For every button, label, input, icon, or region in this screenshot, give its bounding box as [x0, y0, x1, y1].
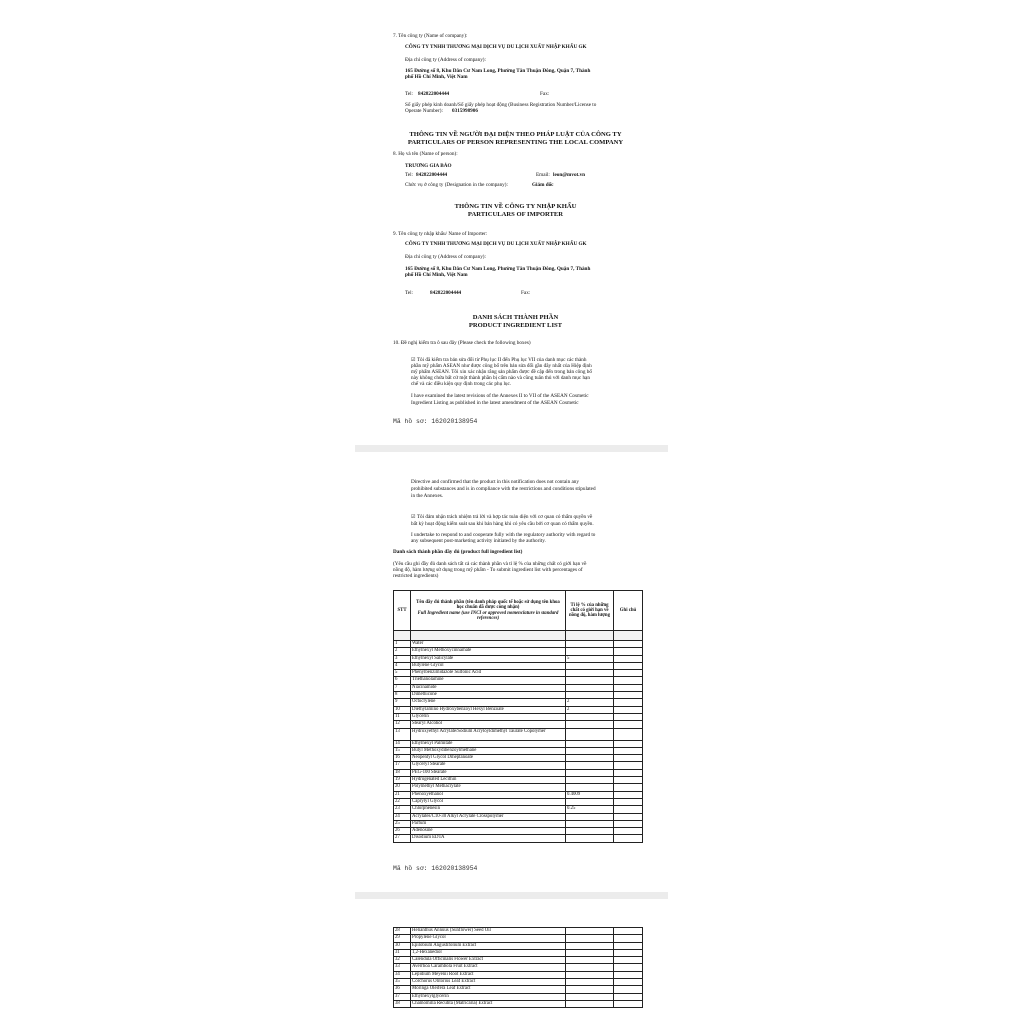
- table-row: [394, 949, 643, 956]
- row-number: 25: [394, 820, 411, 827]
- checkbox-annex-vn-3: mỹ phẩm ASEAN. Tôi xin xác nhận rằng sản phẩm được đề cập đến trong bản công bố: [411, 369, 592, 375]
- table-row: [394, 928, 643, 935]
- requirement-line-1: (Yêu cầu ghi đầy đủ danh sách tất cả các thành phần và tỉ lệ % của những chất có giới hạn về: [393, 561, 587, 567]
- continuation-line-2: prohibited substances and is in compliance with the restrictions and conditions stipulated: [411, 486, 596, 492]
- ingredient-name: Butyl Methoxydibenzoylmethane: [411, 747, 566, 754]
- page-separator: [355, 445, 668, 452]
- section-9-label: 9. Tên công ty nhập khẩu/ Name of Importer:: [393, 231, 488, 237]
- table-row: [394, 762, 643, 769]
- ingredient-name: Dimethicone: [411, 692, 566, 699]
- address-line-1: 165 Đường số 8, Khu Dân Cư Nam Long, Phường Tân Thuận Đông, Quận 7, Thành: [405, 68, 591, 74]
- row-number: 34: [394, 971, 411, 978]
- row-number: 38: [394, 1000, 411, 1007]
- column-header-stt: STT: [394, 591, 411, 631]
- row-number: 7: [394, 684, 411, 691]
- ingredient-name: Glycerin: [411, 713, 566, 720]
- requirement-line-2: nồng độ, hàm lượng sử dụng trong mỹ phẩm - To submit ingredient list with percentages of: [393, 567, 583, 573]
- ingredient-name: Triethanolamine: [411, 677, 566, 684]
- table-row: [394, 957, 643, 964]
- restricted-percent: [566, 813, 614, 820]
- ingredient-name: Ethylhexyl Methoxycinnamate: [411, 648, 566, 655]
- ingredient-name: 1,2-Hexanediol: [411, 949, 566, 956]
- note-cell: [614, 721, 643, 728]
- row-number: 14: [394, 740, 411, 747]
- ingredient-name: Chamomilla Recutita (Matricaria) Extract: [411, 1000, 566, 1007]
- table-row: [394, 935, 643, 942]
- checkbox-undertake-vn-2: bất kỳ hoạt động kiểm soát sau khi bán hàng khi có yêu cầu bởi cơ quan có thẩm quyền.: [411, 521, 594, 527]
- importer-address-2: phố Hồ Chí Minh, Việt Nam: [405, 272, 468, 278]
- note-cell: [614, 828, 643, 835]
- person-name: TRƯƠNG GIA BẢO: [405, 163, 452, 169]
- annex-en-1: I have examined the latest revisions of the Annexes II to VII of the ASEAN Cosmetic: [411, 393, 589, 399]
- person-email-label: Email:: [536, 172, 550, 178]
- table-row: [394, 699, 643, 706]
- heading-ingredient-list-en: PRODUCT INGREDIENT LIST: [468, 322, 563, 329]
- restricted-percent: [566, 662, 614, 669]
- restricted-percent: [566, 641, 614, 648]
- note-cell: [614, 677, 643, 684]
- table-row: [394, 692, 643, 699]
- row-number: 29: [394, 935, 411, 942]
- ingredient-name: Ethylhexyl Palmitate: [411, 740, 566, 747]
- restricted-percent: [566, 971, 614, 978]
- row-number: 6: [394, 677, 411, 684]
- restricted-percent: [566, 740, 614, 747]
- ingredient-name: Ethylhexyl Salicylate: [411, 655, 566, 662]
- restricted-percent: [566, 1000, 614, 1007]
- note-cell: [614, 777, 643, 784]
- row-number: 23: [394, 806, 411, 813]
- ingredient-name: Caprylyl Glycol: [411, 798, 566, 805]
- restricted-percent: [566, 784, 614, 791]
- note-cell: [614, 986, 643, 993]
- restricted-percent: [566, 964, 614, 971]
- note-cell: [614, 747, 643, 754]
- full-list-title: Danh sách thành phần đầy đủ (product full ingredient list): [393, 549, 523, 555]
- table-row: [394, 784, 643, 791]
- row-number: 1: [394, 641, 411, 648]
- ingredient-name: PEG-100 Stearate: [411, 769, 566, 776]
- section-7-label: 7. Tên công ty (Name of company):: [393, 33, 468, 39]
- ingredient-name: Chlorphenesin: [411, 806, 566, 813]
- tel-label: Tel:: [405, 91, 413, 97]
- importer-name: CÔNG TY TNHH THƯƠNG MẠI DỊCH VỤ DU LỊCH XUẤT NHẬP KHẨU GK: [405, 241, 587, 247]
- note-cell: [614, 942, 643, 949]
- table-row: [394, 684, 643, 691]
- note-cell: [614, 798, 643, 805]
- company-name: CÔNG TY TNHH THƯƠNG MẠI DỊCH VỤ DU LỊCH XUẤT NHẬP KHẨU GK: [405, 44, 587, 50]
- row-number: 20: [394, 784, 411, 791]
- restricted-percent: 0.4009: [566, 791, 614, 798]
- checkbox-annex-vn-4: này không chứa bất cứ một thành phần bị cấm nào và cũng tuân thủ với danh mục hạn: [411, 375, 590, 381]
- row-number: 30: [394, 942, 411, 949]
- heading-ingredient-list-vn: DANH SÁCH THÀNH PHẦN: [472, 314, 559, 321]
- restricted-percent: [566, 692, 614, 699]
- restricted-percent: [566, 670, 614, 677]
- note-cell: [614, 699, 643, 706]
- ingredient-name: Propylene Glycol: [411, 935, 566, 942]
- row-number: 4: [394, 662, 411, 669]
- note-cell: [614, 755, 643, 762]
- ingredient-table-continued: [393, 927, 643, 1008]
- table-row: [394, 942, 643, 949]
- note-cell: [614, 964, 643, 971]
- ingredient-name: Glyceryl Stearate: [411, 762, 566, 769]
- table-row: [394, 662, 643, 669]
- designation-label: Chức vụ ở công ty (Designation in the company):: [405, 182, 508, 188]
- ingredient-name: Diethylamino Hydroxybenzoyl Hexyl Benzoate: [411, 706, 566, 713]
- row-number: 26: [394, 828, 411, 835]
- person-tel-label: Tel:: [405, 172, 413, 178]
- row-number: 27: [394, 835, 411, 842]
- note-cell: [614, 928, 643, 935]
- license-line-1: Số giấy phép kinh doanh/Số giấy phép hoạt động (Business Registration Number/License to: [405, 102, 597, 108]
- file-number: Mã hồ sơ: 162020138954: [393, 865, 478, 872]
- ingredient-name: Acrylates/C10-30 Alkyl Acrylate Crosspolymer: [411, 813, 566, 820]
- note-cell: [614, 820, 643, 827]
- table-row: [394, 740, 643, 747]
- restricted-percent: 5: [566, 655, 614, 662]
- heading-representative-vn: THÔNG TIN VỀ NGƯỜI ĐẠI DIỆN THEO PHÁP LUẬT CỦA CÔNG TY: [409, 131, 622, 138]
- restricted-percent: [566, 835, 614, 842]
- person-email: leon@mvot.vn: [553, 172, 586, 178]
- restricted-percent: [566, 820, 614, 827]
- restricted-percent: [566, 728, 614, 740]
- undertake-en-2: any subsequent post-marketing activity initiated by the authority.: [411, 538, 546, 544]
- ingredient-name: Octocrylene: [411, 699, 566, 706]
- importer-tel-label: Tel:: [405, 290, 413, 296]
- ingredient-name: Averrhoa Carambola Fruit Extract: [411, 964, 566, 971]
- continuation-line-3: in the Annexes.: [411, 493, 444, 499]
- restricted-percent: [566, 762, 614, 769]
- column-header-name-en: Full Ingredient name (use INCI or approved nomenclature in standard references): [417, 610, 559, 621]
- restricted-percent: [566, 777, 614, 784]
- table-row: [394, 648, 643, 655]
- restricted-percent: [566, 957, 614, 964]
- note-cell: [614, 762, 643, 769]
- row-number: 19: [394, 777, 411, 784]
- checkbox-annex-vn-1[interactable]: ☑ Tôi đã kiểm tra bản sửa đổi từ Phụ lục II đến Phụ lục VII của danh mục các thành: [411, 357, 587, 363]
- restricted-percent: [566, 928, 614, 935]
- note-cell: [614, 670, 643, 677]
- requirement-line-3: restricted ingredients): [393, 573, 439, 579]
- tel-value: 842822004444: [418, 91, 450, 97]
- table-row: [394, 706, 643, 713]
- table-row: [394, 813, 643, 820]
- table-row: [394, 655, 643, 662]
- note-cell: [614, 835, 643, 842]
- table-row: [394, 806, 643, 813]
- annex-en-2: Ingredient Listing as published in the latest amendment of the ASEAN Cosmetic: [411, 400, 579, 406]
- restricted-percent: [566, 986, 614, 993]
- ingredient-name: Helianthus Annuus (Sunflower) Seed Oil: [411, 928, 566, 935]
- note-cell: [614, 971, 643, 978]
- restricted-percent: [566, 684, 614, 691]
- note-cell: [614, 993, 643, 1000]
- table-row: [394, 798, 643, 805]
- table-row: [394, 971, 643, 978]
- restricted-percent: [566, 677, 614, 684]
- ingredient-name: Neopentyl Glycol Diheptanoate: [411, 755, 566, 762]
- row-number: 17: [394, 762, 411, 769]
- row-number: 3: [394, 655, 411, 662]
- table-row: [394, 747, 643, 754]
- table-row: [394, 670, 643, 677]
- note-cell: [614, 740, 643, 747]
- row-number: 32: [394, 957, 411, 964]
- note-cell: [614, 641, 643, 648]
- restricted-percent: 2: [566, 706, 614, 713]
- row-number: 15: [394, 747, 411, 754]
- ingredient-name: Polymethyl Methacrylate: [411, 784, 566, 791]
- row-number: 11: [394, 713, 411, 720]
- table-row: [394, 986, 643, 993]
- table-row: [394, 721, 643, 728]
- restricted-percent: [566, 942, 614, 949]
- importer-address-label: Địa chỉ công ty (Address of company):: [405, 254, 486, 260]
- ingredient-name: Moringa Oleifera Leaf Extract: [411, 986, 566, 993]
- importer-fax-label: Fax:: [521, 290, 531, 296]
- note-cell: [614, 728, 643, 740]
- row-number: 21: [394, 791, 411, 798]
- ingredient-name: Hydrogenated Lecithin: [411, 777, 566, 784]
- ingredient-name: Butylene Glycol: [411, 662, 566, 669]
- table-row: [394, 728, 643, 740]
- table-row: [394, 641, 643, 648]
- ingredient-name: Hydroxyethyl Acrylate/Sodium Acryloyldimethyl Taurate Copolymer: [411, 728, 566, 740]
- ingredient-name: Calendula Officinalis Flower Extract: [411, 957, 566, 964]
- note-cell: [614, 957, 643, 964]
- ingredient-name: Epilobium Angustifolium Extract: [411, 942, 566, 949]
- importer-address-1: 165 Đường số 8, Khu Dân Cư Nam Long, Phường Tân Thuận Đông, Quận 7, Thành: [405, 266, 591, 272]
- row-number: 8: [394, 692, 411, 699]
- note-cell: [614, 769, 643, 776]
- file-number: Mã hồ sơ: 162020138954: [393, 418, 478, 425]
- table-row: [394, 677, 643, 684]
- note-cell: [614, 655, 643, 662]
- column-header-name-vn: Tên đầy đủ thành phần (tên danh pháp quốc tế hoặc sử dụng tên khoa học chuẩn đã được công nhận): [416, 599, 560, 611]
- checkbox-undertake-vn-1[interactable]: ☑ Tôi đảm nhận trách nhiệm trả lời và hợp tác toàn diện với cơ quan có thẩm quyền về: [411, 514, 593, 520]
- ingredient-name: Corchorus Olitorius Leaf Extract: [411, 979, 566, 986]
- table-row: [394, 820, 643, 827]
- ingredient-name: Water: [411, 641, 566, 648]
- heading-importer-vn: THÔNG TIN VỀ CÔNG TY NHẬP KHẨU: [454, 203, 577, 210]
- checkbox-annex-vn-5: chế và các điều kiện quy định trong các phụ lục.: [411, 381, 512, 387]
- row-number: 5: [394, 670, 411, 677]
- restricted-percent: [566, 648, 614, 655]
- table-row: [394, 769, 643, 776]
- row-number: 28: [394, 928, 411, 935]
- importer-tel: 842822004444: [430, 290, 462, 296]
- table-row: [394, 755, 643, 762]
- restricted-percent: [566, 721, 614, 728]
- license-line-2: Operate Number):: [405, 108, 443, 114]
- table-row: [394, 1000, 643, 1007]
- ingredient-name: Ethylhexylglycerin: [411, 993, 566, 1000]
- row-number: 35: [394, 979, 411, 986]
- note-cell: [614, 662, 643, 669]
- continuation-line-1: Directive and confirmed that the product in this notification does not contain any: [411, 479, 579, 485]
- column-header-percent: Tỉ lệ % của những chất có giới hạn về nồng độ, hàm lượng: [566, 591, 614, 631]
- restricted-percent: [566, 828, 614, 835]
- column-header-note: Ghi chú: [614, 591, 643, 631]
- note-cell: [614, 935, 643, 942]
- section-8-label: 8. Họ và tên (Name of person):: [393, 151, 458, 157]
- fax-label: Fax:: [540, 91, 550, 97]
- ingredient-name: Disodium EDTA: [411, 835, 566, 842]
- page-separator: [355, 892, 668, 899]
- row-number: 31: [394, 949, 411, 956]
- restricted-percent: [566, 713, 614, 720]
- table-row: [394, 791, 643, 798]
- column-header-name: [411, 591, 566, 631]
- note-cell: [614, 791, 643, 798]
- ingredient-name: Phenoxyethanol: [411, 791, 566, 798]
- ingredient-name: Niacinamide: [411, 684, 566, 691]
- undertake-en-1: I undertake to respond to and cooperate fully with the regulatory authority with regard to: [411, 532, 596, 538]
- address-label: Địa chỉ công ty (Address of company):: [405, 57, 486, 63]
- license-number: 0315998906: [452, 108, 478, 114]
- note-cell: [614, 713, 643, 720]
- restricted-percent: 2: [566, 699, 614, 706]
- row-number: 24: [394, 813, 411, 820]
- restricted-percent: [566, 979, 614, 986]
- ingredient-name: Adenosine: [411, 828, 566, 835]
- restricted-percent: [566, 949, 614, 956]
- row-number: 36: [394, 986, 411, 993]
- note-cell: [614, 648, 643, 655]
- ingredient-name: Stearyl Alcohol: [411, 721, 566, 728]
- person-tel: 842822004444: [416, 172, 448, 178]
- restricted-percent: 0.25: [566, 806, 614, 813]
- restricted-percent: [566, 993, 614, 1000]
- note-cell: [614, 692, 643, 699]
- table-row: [394, 979, 643, 986]
- row-number: 37: [394, 993, 411, 1000]
- restricted-percent: [566, 755, 614, 762]
- heading-representative-en: PARTICULARS OF PERSON REPRESENTING THE LOCAL COMPANY: [407, 139, 624, 146]
- table-row: [394, 964, 643, 971]
- designation-value: Giám đốc: [532, 182, 554, 188]
- note-cell: [614, 813, 643, 820]
- note-cell: [614, 684, 643, 691]
- ingredient-name: Lepidium Meyenii Root Extract: [411, 971, 566, 978]
- restricted-percent: [566, 747, 614, 754]
- note-cell: [614, 706, 643, 713]
- ingredient-table: [393, 590, 643, 843]
- row-number: 9: [394, 699, 411, 706]
- row-number: 10: [394, 706, 411, 713]
- row-number: 13: [394, 728, 411, 740]
- row-number: 18: [394, 769, 411, 776]
- restricted-percent: [566, 935, 614, 942]
- row-number: 2: [394, 648, 411, 655]
- table-row: [394, 713, 643, 720]
- note-cell: [614, 806, 643, 813]
- ingredient-name: Phenylbenzimidazole Sulfonic Acid: [411, 670, 566, 677]
- note-cell: [614, 949, 643, 956]
- ingredient-name: Parfum: [411, 820, 566, 827]
- row-number: 22: [394, 798, 411, 805]
- note-cell: [614, 784, 643, 791]
- table-row: [394, 777, 643, 784]
- address-line-2: phố Hồ Chí Minh, Việt Nam: [405, 74, 468, 80]
- row-number: 33: [394, 964, 411, 971]
- table-row: [394, 835, 643, 842]
- note-cell: [614, 1000, 643, 1007]
- note-cell: [614, 979, 643, 986]
- checkbox-annex-vn-2: phần mỹ phẩm ASEAN như được công bố trên bản sửa đổi gần đây nhất của Hiệp định: [411, 363, 592, 369]
- section-10-label: 10. Đề nghị kiểm tra ô sau đây (Please check the following boxes): [393, 340, 531, 346]
- row-number: 12: [394, 721, 411, 728]
- table-row: [394, 993, 643, 1000]
- heading-importer-en: PARTICULARS OF IMPORTER: [467, 211, 564, 218]
- row-number: 16: [394, 755, 411, 762]
- restricted-percent: [566, 769, 614, 776]
- table-row: [394, 828, 643, 835]
- restricted-percent: [566, 798, 614, 805]
